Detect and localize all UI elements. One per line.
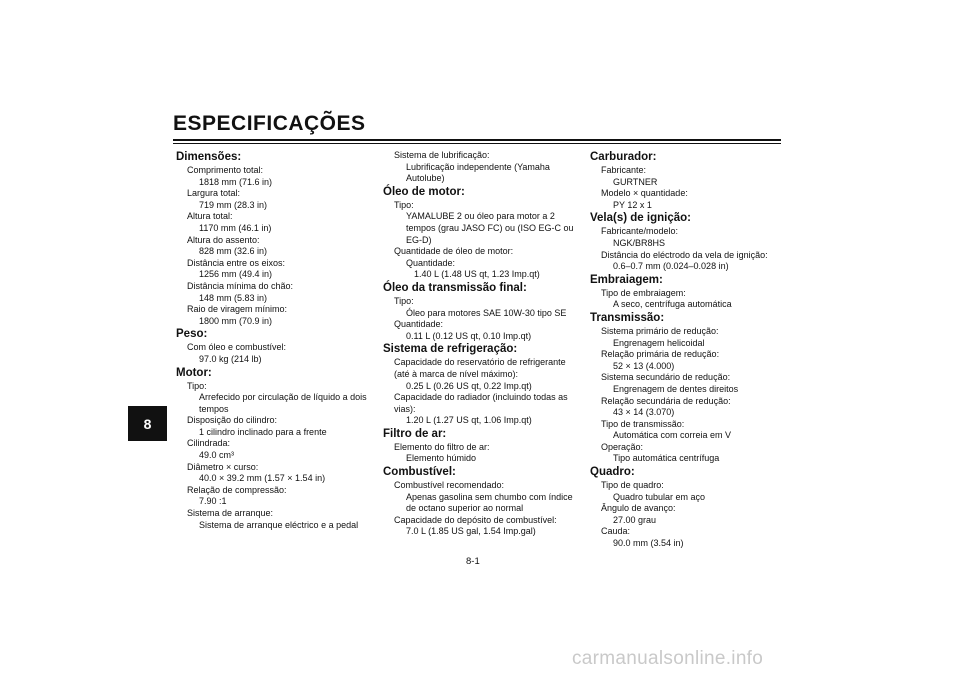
spec-line: Relação primária de redução: (601, 349, 720, 360)
spec-line: Engrenagem helicoidal (613, 337, 705, 348)
spec-line: Sistema primário de redução: (601, 325, 719, 336)
spec-line: Capacidade do radiador (incluindo todas as (394, 392, 568, 403)
spec-line: GURTNER (613, 176, 658, 187)
spec-line: 1.20 L (1.27 US qt, 1.06 Imp.qt) (406, 415, 532, 426)
spec-line: Fabricante: (601, 165, 647, 175)
spec-line: 1170 mm (46.1 in) (199, 222, 272, 233)
spec-line: Operação: (601, 441, 644, 452)
spec-line: 0.25 L (0.26 US qt, 0.22 Imp.qt) (406, 380, 532, 391)
watermark: carmanualsonline.info (572, 648, 764, 669)
spec-line: 40.0 × 39.2 mm (1.57 × 1.54 in) (199, 473, 326, 484)
spec-line: (até à marca de nível máximo): (394, 368, 519, 379)
spec-line: Elemento do filtro de ar: (394, 441, 490, 452)
spec-line: 719 mm (28.3 in) (199, 199, 268, 210)
spec-line: Quantidade de óleo de motor: (394, 246, 514, 257)
spec-line: Cilindrada: (187, 438, 231, 449)
spec-heading: Quadro: (590, 466, 635, 479)
spec-line: Distância entre os eixos: (187, 257, 286, 268)
spec-column-3 (590, 150, 780, 550)
spec-line: 0.11 L (0.12 US qt, 0.10 Imp.qt) (406, 330, 532, 341)
spec-line: Altura do assento: (187, 234, 260, 245)
spec-line: Com óleo e combustível: (187, 342, 287, 353)
spec-line: Quantidade: (394, 319, 444, 330)
spec-line: Altura total: (187, 211, 233, 222)
spec-line: 1.40 L (1.48 US qt, 1.23 Imp.qt) (414, 269, 540, 280)
spec-line: Tipo de quadro: (601, 480, 664, 491)
spec-line: 0.6–0.7 mm (0.024–0.028 in) (613, 261, 729, 272)
spec-line: Ângulo de avanço: (601, 503, 676, 514)
spec-line: vias): (394, 403, 416, 414)
title-rule-thin (173, 143, 781, 144)
spec-line: 7.0 L (1.85 US gal, 1.54 Imp.gal) (406, 526, 536, 537)
spec-line: Raio de viragem mínimo: (187, 304, 288, 315)
spec-line: Sistema secundário de redução: (601, 372, 731, 383)
spec-line: 43 × 14 (3.070) (613, 407, 675, 418)
spec-heading: Dimensões: (176, 151, 242, 163)
spec-heading: Óleo da transmissão final: (383, 281, 527, 294)
spec-line: Capacidade do depósito de combustível: (394, 514, 557, 525)
spec-line: 1800 mm (70.9 in) (199, 315, 273, 326)
spec-line: 49.0 cm³ (199, 450, 235, 461)
spec-line: Tipo: (394, 295, 414, 306)
spec-heading: Motor: (176, 366, 212, 379)
spec-line: Combustível recomendado: (394, 480, 505, 491)
spec-line: Quadro tubular em aço (613, 491, 706, 502)
spec-heading: Filtro de ar: (383, 427, 447, 440)
spec-line: A seco, centrífuga automática (613, 299, 732, 310)
spec-line: Comprimento total: (187, 165, 264, 175)
spec-heading: Vela(s) de ignição: (590, 212, 691, 225)
spec-line: 52 × 13 (4.000) (613, 360, 675, 371)
spec-line: Distância mínima do chão: (187, 280, 294, 291)
spec-line: Sistema de arranque: (187, 508, 274, 519)
spec-heading: Peso: (176, 328, 208, 341)
spec-line: Tipo de embraiagem: (601, 287, 686, 298)
spec-line: Arrefecido por circulação de líquido a dois (199, 392, 367, 403)
spec-line: Modelo × quantidade: (601, 188, 688, 199)
spec-line: Óleo para motores SAE 10W-30 tipo SE (406, 307, 567, 318)
spec-line: 1 cilindro inclinado para a frente (199, 426, 327, 437)
spec-line: 97.0 kg (214 lb) (199, 353, 262, 364)
spec-column-1 (176, 150, 376, 531)
chapter-number: 8 (143, 415, 152, 432)
spec-line: 90.0 mm (3.54 in) (613, 538, 684, 549)
spec-line: Disposição do cilindro: (187, 415, 278, 426)
spec-line: 7.90 :1 (199, 496, 227, 507)
spec-line: Tipo automática centrífuga (613, 453, 720, 464)
spec-heading: Combustível: (383, 466, 456, 479)
spec-line: Fabricante/modelo: (601, 226, 679, 237)
spec-line: Relação de compressão: (187, 484, 287, 495)
spec-line: Engrenagem de dentes direitos (613, 383, 739, 394)
spec-line: Apenas gasolina sem chumbo com índice (406, 491, 573, 502)
spec-heading: Sistema de refrigeração: (383, 343, 518, 356)
page-number: 8-1 (466, 556, 480, 567)
spec-line: Sistema de arranque eléctrico e a pedal (199, 519, 359, 530)
spec-heading: Óleo de motor: (383, 185, 465, 198)
spec-line: Tipo de transmissão: (601, 418, 685, 429)
spec-line: YAMALUBE 2 ou óleo para motor a 2 (406, 211, 555, 222)
spec-line: Autolube) (406, 173, 445, 184)
spec-line: Sistema de lubrificação: (394, 150, 490, 160)
spec-line: tempos (grau JASO FC) ou (ISO EG-C ou (406, 222, 574, 233)
spec-line: de octano superior ao normal (406, 503, 524, 514)
spec-line: EG-D) (406, 234, 432, 245)
spec-line: Cauda: (601, 526, 631, 537)
spec-line: Automática com correia em V (613, 430, 732, 441)
chapter-tab (128, 406, 167, 441)
spec-heading: Embraiagem: (590, 273, 663, 286)
spec-line: Quantidade: (406, 257, 456, 268)
spec-line: Tipo: (394, 199, 414, 210)
spec-line: Lubrificação independente (Yamaha (406, 161, 550, 172)
spec-heading: Transmissão: (590, 311, 665, 324)
spec-line: Elemento húmido (406, 453, 477, 464)
spec-line: 27.00 grau (613, 514, 657, 525)
spec-heading: Carburador: (590, 151, 657, 163)
spec-line: 1818 mm (71.6 in) (199, 176, 273, 187)
spec-line: Tipo: (187, 380, 207, 391)
title-rule-thick (173, 139, 781, 141)
spec-line: Distância do eléctrodo da vela de ignição: (601, 249, 768, 260)
page-title: ESPECIFICAÇÕES (173, 112, 366, 135)
spec-line: Relação secundária de redução: (601, 395, 731, 406)
spec-line: Capacidade do reservatório de refrigerante (394, 357, 566, 368)
spec-line: Diâmetro × curso: (187, 461, 259, 472)
spec-column-2 (383, 150, 583, 538)
spec-line: 1256 mm (49.4 in) (199, 269, 273, 280)
spec-line: 828 mm (32.6 in) (199, 246, 268, 257)
spec-line: Largura total: (187, 188, 241, 199)
spec-line: 148 mm (5.83 in) (199, 292, 268, 303)
spec-line: PY 12 x 1 (613, 199, 652, 210)
spec-line: tempos (199, 403, 229, 414)
spec-line: NGK/BR8HS (613, 237, 666, 248)
